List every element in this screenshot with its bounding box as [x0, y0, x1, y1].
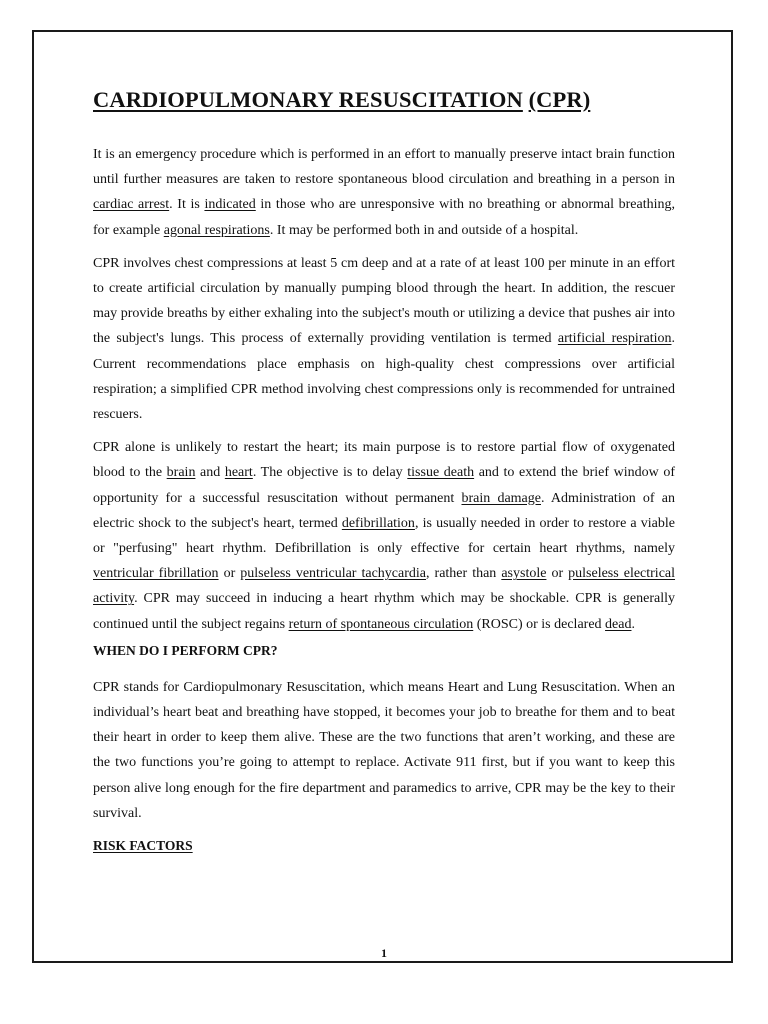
link-pulseless-electrical-activity[interactable]: pulseless electrical activity: [93, 566, 676, 607]
link-defibrillation[interactable]: defibrillation: [341, 515, 415, 531]
link-rosc[interactable]: return of spontaneous circulation: [288, 616, 474, 632]
link-asystole[interactable]: asystole: [501, 566, 547, 582]
section-heading-risk-factors: RISK FACTORS: [93, 838, 193, 854]
paragraph-when: CPR stands for Cardiopulmonary Resuscitation, which means Heart and Lung Resuscitation. When an individual’s heart beat and breathing have stopped, it becomes your job to breathe for them and to beat their heart in order to keep them alive. These are the two functions that aren’t working, and these are the two functions you’re going to attempt to replace. Activate 911 first, but if you want to keep this person alive long enough for the fire department and paramedics to arrive, CPR may be the key to their survival.: [93, 679, 675, 821]
link-artificial-respiration[interactable]: artificial respiration: [557, 331, 672, 347]
paragraph-purpose: CPR alone is unlikely to restart the heart; its main purpose is to restore partial flow of oxygenated blood to the brain and heart. The objective is to delay tissue death and to extend the brief window of opportunity for a successful resuscitation without permanent brain damage. Administration of an electric shock to the subject's heart, termed defibrillation, is usually needed in order to restore a viable or "perfusing" heart rhythm. Defibrillation is only effective for certain heart rhythms, namely ventricular fibrillation or pulseless ventricular tachycardia, rather than asystole or pulseless electrical activity. CPR may succeed in inducing a heart rhythm which may be shockable. CPR is generally continued until the subject regains return of spontaneous circulation (ROSC) or is declared dead.: [93, 440, 676, 632]
link-indicated[interactable]: indicated: [204, 197, 256, 213]
link-dead[interactable]: dead: [605, 616, 632, 632]
link-agonal-respirations[interactable]: agonal respirations: [163, 222, 270, 238]
link-tissue-death[interactable]: tissue death: [407, 465, 475, 481]
page-title: CARDIOPULMONARY RESUSCITATION (CPR): [93, 87, 591, 112]
paragraph-compressions: CPR involves chest compressions at least 5 cm deep and at a rate of at least 100 per minute in an effort to create artificial circulation by manually pumping blood through the heart. In addition, the rescuer may provide breaths by either exhaling into the subject's mouth or utilizing a device that pushes air into the subject's lungs. This process of externally providing ventilation is termed artificial respiration. Current recommendations place emphasis on high-quality chest compressions over artificial respiration; a simplified CPR method involving chest compressions only is recommended for untrained rescuers.: [93, 255, 675, 423]
page-number: 1: [381, 946, 387, 960]
link-cardiac-arrest[interactable]: cardiac arrest: [93, 197, 170, 213]
link-brain-damage[interactable]: brain damage: [461, 490, 541, 506]
link-pulseless-ventricular-tachycardia[interactable]: pulseless ventricular tachycardia: [240, 566, 427, 582]
link-ventricular-fibrillation[interactable]: ventricular fibrillation: [93, 566, 219, 582]
paragraph-intro: It is an emergency procedure which is performed in an effort to manually preserve intact brain function until further measures are taken to restore spontaneous blood circulation and breathing in a person in cardiac arrest. It is indicated in those who are unresponsive with no breathing or abnormal breathing, for example agonal respirations. It may be performed both in and outside of a hospital.: [93, 147, 675, 238]
link-brain[interactable]: brain: [166, 465, 196, 481]
link-heart[interactable]: heart: [224, 465, 253, 481]
document-body: [93, 86, 675, 870]
section-heading-when: WHEN DO I PERFORM CPR?: [93, 642, 278, 658]
